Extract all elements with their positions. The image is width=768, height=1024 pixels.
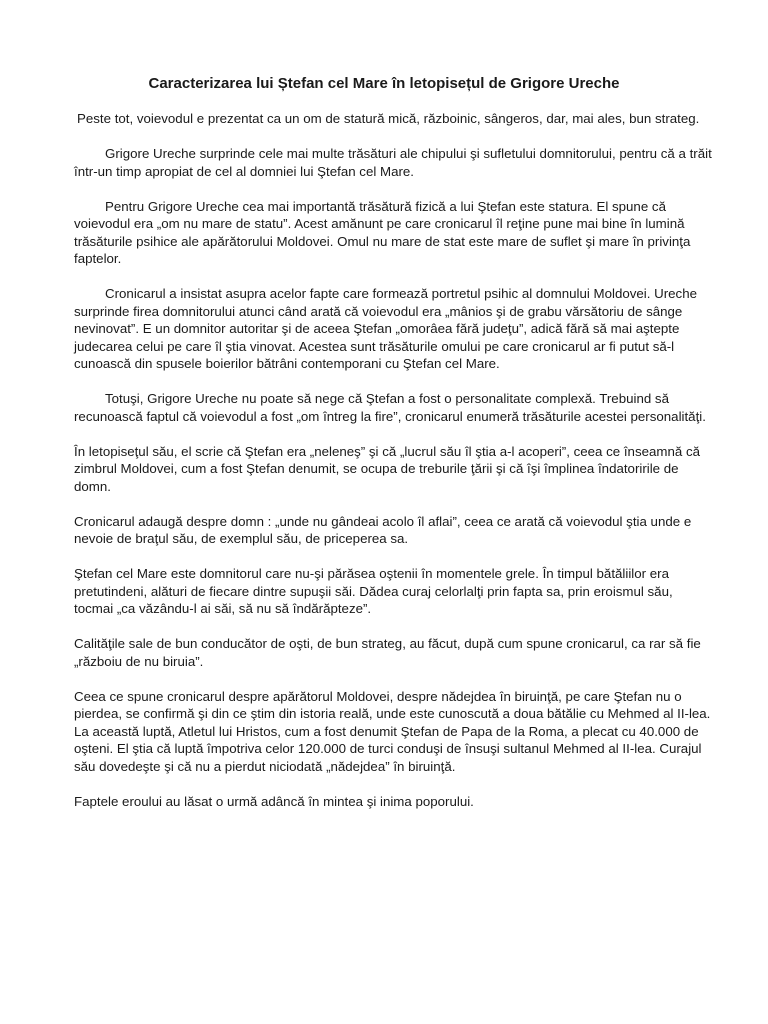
paragraph: Cronicarul a insistat asupra acelor fapte care formează portretul psihic al domnului Moldovei. Ureche surprinde firea domnitorului atunci când arată că voievodul era „mânios şi de grabu vărsătoriu de sânge nevinovat”. E un domnitor autoritar şi de aceea Ştefan „omorâea fără judeţu”, adică fără să mai aştepte judecarea celui pe care îl ştia vinovat. Acestea sunt trăsăturile omului pe care cronicarul ar fi putut să-l cunoască din spusele boierilor bătrâni contemporani cu Ştefan cel Mare. — [74, 286, 697, 371]
document-body — [74, 110, 714, 828]
paragraph: Ceea ce spune cronicarul despre apărătorul Moldovei, despre nădejdea în biruinţă, pe care Ştefan nu o pierdea, se confirmă şi din ce ştim din istoria reală, unde este cunoscută a doua bătălie cu Mehmed al II-lea. La această luptă, Atletul lui Hristos, cum a fost denumit Ştefan de Papa de la Roma, a plecat cu 40.000 de oşteni. El ştia că luptă împotriva celor 120.000 de turci conduşi de însuşi sultanul Mehmed al II-lea. Curajul său dovedeşte şi că nu a pierdut niciodată „nădejdea” în biruinţă. — [74, 688, 711, 774]
paragraph: Faptele eroului au lăsat o urmă adâncă în mintea şi inima poporului. — [74, 793, 474, 809]
paragraph: În letopiseţul său, el scrie că Ştefan era „neleneş” şi că „lucrul său îl ştia a-l acoperi”, ceea ce înseamnă că zimbrul Moldovei, cum a fost Ştefan denumit, se ocupa de treburile ţării şi că îşi împlinea îndatoririle de domn. — [74, 443, 700, 494]
paragraph: Grigore Ureche surprinde cele mai multe trăsături ale chipului şi sufletului domnitorului, pentru că a trăit într-un timp apropiat de cel al domniei lui Ştefan cel Mare. — [74, 146, 712, 179]
paragraph: Cronicarul adaugă despre domn : „unde nu gândeai acolo îl aflai”, ceea ce arată că voievodul ştia unde e nevoie de braţul său, de exemplul său, de priceperea sa. — [74, 513, 692, 546]
paragraph: Peste tot, voievodul e prezentat ca un om de statură mică, războinic, sângeros, dar, mai ales, bun strateg. — [77, 111, 700, 126]
paragraph: Ştefan cel Mare este domnitorul care nu-şi părăsea oştenii în momentele grele. În timpul bătăliilor era pretutindeni, alături de fiecare dintre supuşii săi. Dădea curaj celorlalţi prin fapta sa, prin eroismul său, tocmai „ca văzându-l ai săi, să nu să îndărăpteze”. — [74, 566, 673, 616]
paragraph: Calităţile sale de bun conducător de oşti, de bun strateg, au făcut, după cum spune cronicarul, ca rar să fie „războiu de nu biruia”. — [74, 636, 701, 669]
document-title: Caracterizarea lui Ștefan cel Mare în letopisețul de Grigore Ureche — [148, 75, 620, 92]
paragraph: Totuşi, Grigore Ureche nu poate să nege că Ştefan a fost o personalitate complexă. Trebuind să recunoască faptul că voievodul a fost „om întreg la fire”, cronicarul enumeră trăsăturile acestei personalităţi. — [74, 391, 706, 424]
paragraph: Pentru Grigore Ureche cea mai importantă trăsătură fizică a lui Ştefan este statura. El spune că voievodul era „om nu mare de statu”. Acest amănunt pe care cronicarul îl reţine pune mai bine în lumină trăsăturile psihice ale apărătorului Moldovei. Omul nu mare de stat este mare de suflet şi mare în privinţa faptelor. — [74, 198, 691, 266]
